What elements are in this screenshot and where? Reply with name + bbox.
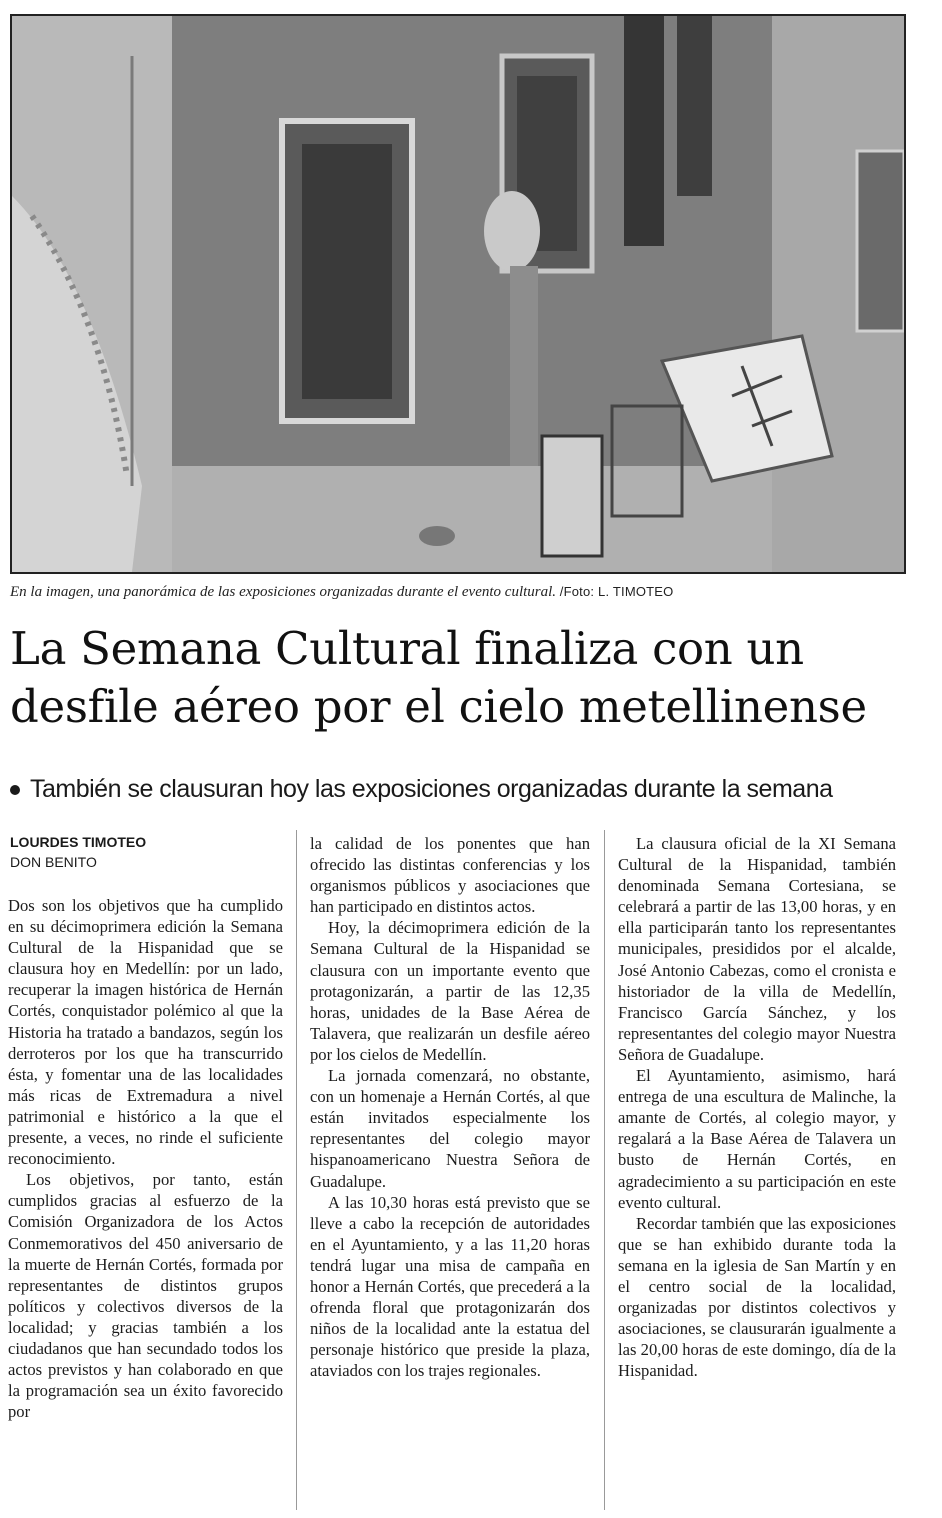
subhead-text: También se clausuran hoy las exposiciones organizadas durante la semana — [30, 775, 833, 803]
photo-caption — [10, 584, 910, 601]
paragraph: Hoy, la décimoprimera edición de la Semana Cultural de la Hispanidad se clausura con un importante evento que protagonizarán, a partir de las 12,35 horas, unidades de la Base Aérea de Talavera, que realizarán un desfile aéreo por los cielos de Medellín. — [310, 918, 590, 1064]
caption-text: En la imagen, una panorámica de las exposiciones organizadas durante el evento cultural. — [10, 584, 557, 600]
paragraph: La jornada comenzará, no obstante, con un homenaje a Hernán Cortés, al que están invitados especialmente los representantes del colegio mayor hispanoamericano Nuestra Señora de Guadalupe. — [310, 1066, 590, 1191]
paragraph: A las 10,30 horas está previsto que se lleve a cabo la recepción de autoridades en el Ayuntamiento, y a las 11,20 horas tendrá lugar una misa de campaña en honor a Hernán Cortés, que precederá a la ofrenda floral que protagonizarán dos niños de la localidad ante la estatua del personaje histórico que preside la plaza, ataviados con los trajes regionales. — [310, 1192, 590, 1381]
leaning-frame-3 — [542, 436, 602, 556]
floor-object — [419, 526, 455, 546]
paragraph: El Ayuntamiento, asimismo, hará entrega de una escultura de Malinche, la amante de Cortés, al colegio mayor, y regalará a la Base Aérea de Talavera un busto de Hernán Cortés, en agradecimiento a su participación en este evento cultural. — [618, 1066, 896, 1212]
column-divider-1 — [296, 830, 297, 1510]
article-column-2 — [310, 833, 590, 1381]
bullet-icon — [10, 785, 20, 795]
byline — [10, 832, 146, 872]
portrait-painting-1 — [302, 144, 392, 399]
paragraph: Dos son los objetivos que ha cumplido en su décimoprimera edición la Semana Cultural de la Hispanidad que se clausura hoy en Medellín: por un lado, recuperar la imagen histórica de Hernán Cortés, conquistador polémico al que la Historia ha tratado a bandazos, según los derroteros por los que ha transcurrido ésta, y fomentar una de las localidades más ricas de Extremadura a nivel patrimonial e histórico a la que el presente, a veces, no rinde el suficiente reconocimiento. — [8, 896, 283, 1169]
column-divider-2 — [604, 830, 605, 1510]
author-name: LOURDES TIMOTEO — [10, 834, 147, 850]
article-subhead — [10, 772, 920, 806]
paragraph: La clausura oficial de la XI Semana Cultural de la Hispanidad, también denominada Semana Cortesiana, se celebrará a partir de las 13,00 horas, y en ella participarán tanto los representantes municipales, presididos por el alcalde, José Antonio Cabezas, como el cronista e historiador de la villa de Medellín, Francisco García Sánchez, y los representantes del colegio mayor Nuestra Señora de Guadalupe. — [618, 834, 896, 1064]
article-column-3 — [618, 833, 896, 1381]
bust-sculpture — [484, 191, 540, 271]
paragraph: Los objetivos, por tanto, están cumplidos gracias al esfuerzo de la Comisión Organizadora de los Actos Conmemorativos del 450 aniversario de la muerte de Hernán Cortés, formada por representantes de distintos grupos políticos y colectivos diversos de la localidad; y gracias también a los ciudadanos que han secundado todos los actos previstos y han colaborado en que la programación sea un éxito favorecido por — [8, 1170, 283, 1422]
exhibition-photo — [10, 14, 906, 574]
paragraph: la calidad de los ponentes que han ofrecido las distintas conferencias y los organismos públicos y asociaciones que han participado en distintos actos. — [310, 834, 590, 917]
hanging-banner-1 — [624, 16, 664, 246]
wall-document — [857, 151, 904, 331]
photo-scene — [12, 16, 904, 572]
paragraph: Recordar también que las exposiciones que se han exhibido durante toda la semana en la iglesia de San Martín y en el centro social de la localidad, organizadas por distintos colectivos y asociaciones, se clausurarán igualmente a las 20,00 horas de este domingo, día de la Hispanidad. — [618, 1213, 896, 1381]
article-headline: La Semana Cultural finaliza con un desfile aéreo por el cielo metellinense — [10, 622, 867, 733]
photo-credit: /Foto: L. TIMOTEO — [559, 584, 674, 599]
dateline-location: DON BENITO — [10, 854, 97, 870]
hanging-banner-2 — [677, 16, 712, 196]
article-column-1 — [8, 895, 283, 1422]
